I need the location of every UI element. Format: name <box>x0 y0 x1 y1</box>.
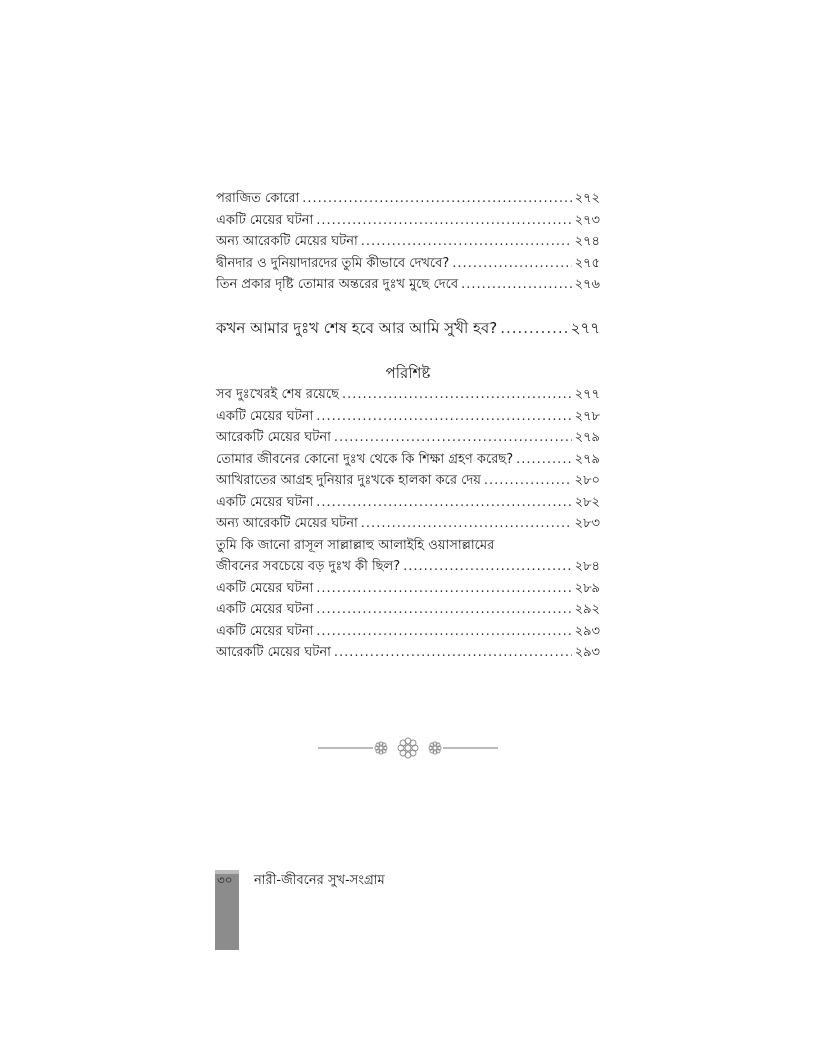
toc-entry[interactable]: একটি মেয়ের ঘটনা ..... ২৮২ <box>216 492 600 514</box>
dot-leader <box>302 188 571 210</box>
toc-entry[interactable]: একটি মেয়ের ঘটনা ..... ২৯২ <box>216 599 600 621</box>
dot-leader <box>516 449 572 471</box>
dot-leader <box>316 210 571 232</box>
dot-leader <box>361 231 572 253</box>
toc-chapter-entry[interactable]: কখন আমার দুঃখ শেষ হবে আর আমি সুখী হব? ..... ২৭৭ <box>216 318 600 340</box>
toc-entry[interactable]: পরাজিত কোরো ..... ২৭২ <box>216 188 600 210</box>
toc-entry[interactable]: একটি মেয়ের ঘটনা ..... ২৭৩ <box>216 210 600 232</box>
toc-entry[interactable]: একটি মেয়ের ঘটনা ..... ২৮৯ <box>216 578 600 600</box>
dot-leader <box>334 427 572 449</box>
dot-leader <box>361 513 572 535</box>
dot-leader <box>316 406 571 428</box>
toc-entry[interactable]: সব দুঃখেরই শেষ রয়েছে ..... ২৭৭ <box>216 384 600 406</box>
toc-entry-line1[interactable]: তুমি কি জানো রাসূল সাল্লাল্লাহু আলাইহি ওয়াসাল্লামের <box>216 537 495 553</box>
toc-entry[interactable]: অন্য আরেকটি মেয়ের ঘটনা ..... ২৮৩ <box>216 513 600 535</box>
toc-entry[interactable]: তিন প্রকার দৃষ্টি তোমার অন্তরের দুঃখ মুছে দেবে ..... ২৭৬ <box>216 274 600 296</box>
toc-entry[interactable]: আরেকটি মেয়ের ঘটনা ..... ২৯৩ <box>216 642 600 664</box>
toc-appendix <box>216 384 600 664</box>
dot-leader <box>334 642 572 664</box>
running-book-title: নারী-জীবনের সুখ-সংগ্রাম <box>254 873 385 888</box>
toc-entry[interactable]: একটি মেয়ের ঘটনা ..... ২৯৩ <box>216 621 600 643</box>
dot-leader <box>316 492 571 514</box>
dot-leader <box>316 621 571 643</box>
dot-leader <box>452 253 571 275</box>
toc-entry[interactable]: দ্বীনদার ও দুনিয়াদারদের তুমি কীভাবে দেখবে? ..... ২৭৫ <box>216 253 600 275</box>
dot-leader <box>403 556 572 578</box>
toc-entry[interactable]: জীবনের সবচেয়ে বড় দুঃখ কী ছিল? ..... ২৮৪ <box>216 556 600 578</box>
page-number: ৩০ <box>217 873 233 887</box>
dot-leader <box>484 470 572 492</box>
toc-entry[interactable]: তোমার জীবনের কোনো দুঃখ থেকে কি শিক্ষা গ্রহণ করেছ? ..... ২৭৯ <box>216 449 600 471</box>
dot-leader <box>316 599 571 621</box>
toc-entry[interactable]: অন্য আরেকটি মেয়ের ঘটনা ..... ২৭৪ <box>216 231 600 253</box>
dot-leader <box>342 384 572 406</box>
toc-chapter <box>216 318 600 340</box>
toc-section-1 <box>216 188 600 296</box>
toc-entry[interactable]: আরেকটি মেয়ের ঘটনা ..... ২৭৯ <box>216 427 600 449</box>
toc-entry[interactable]: একটি মেয়ের ঘটনা ..... ২৭৮ <box>216 406 600 428</box>
appendix-heading: পরিশিষ্ট <box>385 364 431 382</box>
toc-entry[interactable]: আখিরাতের আগ্রহ দুনিয়ার দুঃখকে হালকা করে দেয় ..... ২৮০ <box>216 470 600 492</box>
dot-leader <box>500 318 568 340</box>
floral-divider-icon <box>318 737 498 759</box>
dot-leader <box>316 578 571 600</box>
dot-leader <box>461 274 572 296</box>
